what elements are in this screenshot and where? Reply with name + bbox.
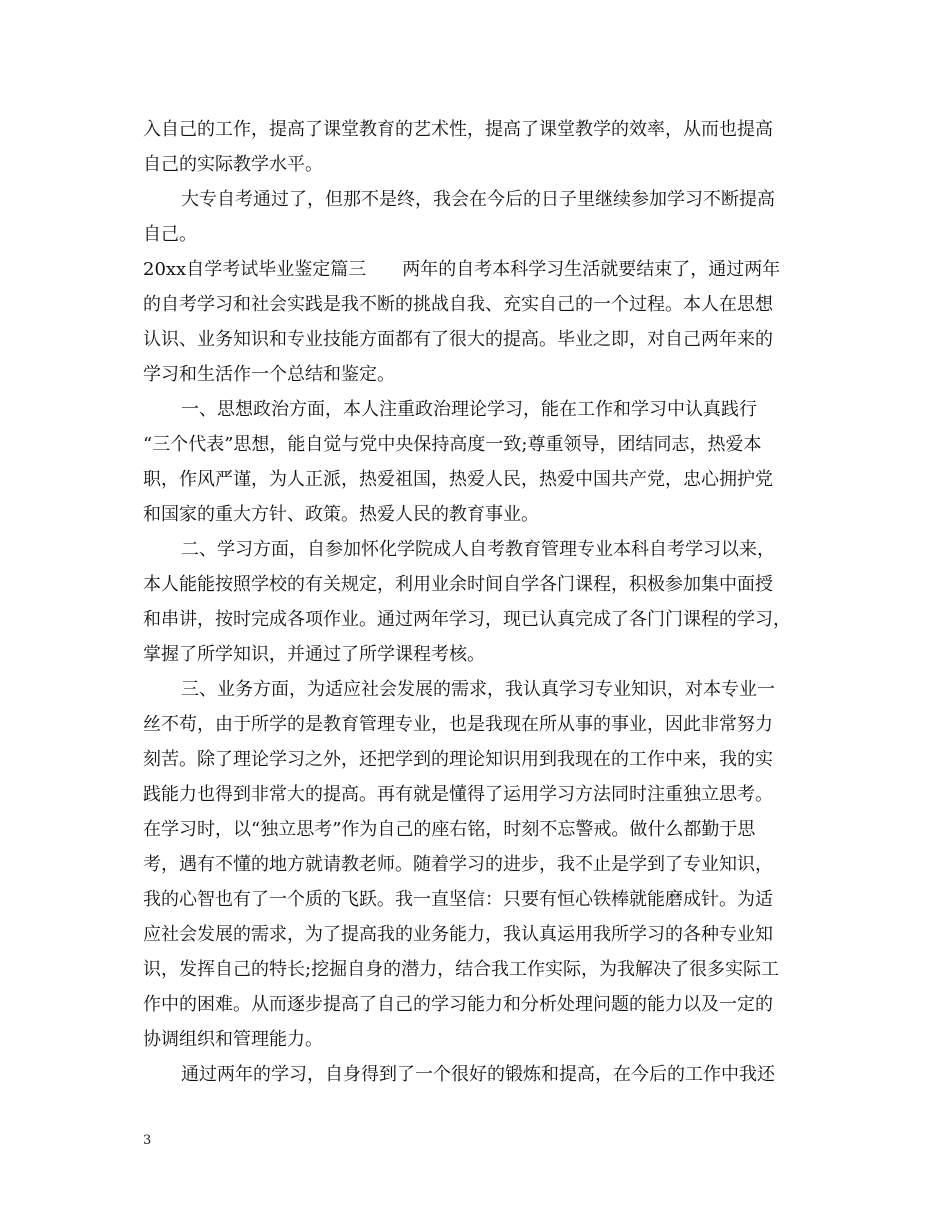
text-line: 作中的困难。从而逐步提高了自己的学习能力和分析处理问题的能力以及一定的 — [143, 994, 773, 1015]
text-line: 学习和生活作一个总结和鉴定。 — [143, 364, 395, 385]
text-line: 大专自考通过了，但那不是终，我会在今后的日子里继续参加学习不断提高 — [181, 189, 775, 210]
text-line: 本人能能按照学校的有关规定，利用业余时间自学各门课程，积极参加集中面授 — [143, 574, 773, 595]
text-line: 考，遇有不懂的地方就请教老师。随着学习的进步，我不止是学到了专业知识， — [143, 854, 773, 875]
text-line: 丝不苟，由于所学的是教育管理专业，也是我现在所从事的事业，因此非常努力 — [143, 714, 773, 735]
text-line: 识，发挥自己的特长;挖掘自身的潜力，结合我工作实际，为我解决了很多实际工 — [143, 959, 780, 980]
text-line: 协调组织和管理能力。 — [143, 1029, 323, 1050]
text-line: 通过两年的学习，自身得到了一个很好的锻炼和提高，在今后的工作中我还 — [181, 1064, 775, 1085]
text-line: 掌握了所学知识，并通过了所学课程考核。 — [143, 644, 485, 665]
text-line: 职，作风严谨，为人正派，热爱祖国，热爱人民，热爱中国共产党，忠心拥护党 — [143, 469, 773, 490]
text-line: 我的心智也有了一个质的飞跃。我一直坚信：只要有恒心铁棒就能磨成针。为适 — [143, 889, 773, 910]
text-line: 践能力也得到非常大的提高。再有就是懂得了运用学习方法同时注重独立思考。 — [143, 784, 773, 805]
text-line: 三、业务方面，为适应社会发展的需求，我认真学习专业知识，对本专业一 — [181, 679, 775, 700]
text-line: 在学习时，以“独立思考”作为自己的座右铭，时刻不忘警戒。做什么都勤于思 — [143, 819, 756, 840]
page-number: 3 — [143, 1133, 152, 1148]
text-line: 二、学习方面，自参加怀化学院成人自考教育管理专业本科自考学习以来， — [181, 539, 775, 560]
text-line: “三个代表”思想，能自觉与党中央保持高度一致;尊重领导，团结同志，热爱本 — [143, 434, 762, 455]
text-line: 和国家的重大方针、政策。热爱人民的教育事业。 — [143, 504, 539, 525]
text-line: 和串讲，按时完成各项作业。通过两年学习，现已认真完成了各门门课程的学习， — [143, 609, 791, 630]
text-line: 一、思想政治方面，本人注重政治理论学习，能在工作和学习中认真践行 — [181, 399, 757, 420]
text-line: 20xx自学考试毕业鉴定篇三 两年的自考本科学习生活就要结束了，通过两年 — [143, 259, 781, 280]
text-line: 的自考学习和社会实践是我不断的挑战自我、充实自己的一个过程。本人在思想 — [143, 294, 773, 315]
text-line: 自己的实际教学水平。 — [143, 154, 323, 175]
text-line: 自己。 — [143, 224, 197, 245]
document-body — [143, 112, 815, 1092]
text-line: 应社会发展的需求，为了提高我的业务能力，我认真运用我所学习的各种专业知 — [143, 924, 773, 945]
text-line: 认识、业务知识和专业技能方面都有了很大的提高。毕业之即，对自己两年来的 — [143, 329, 773, 350]
text-line: 入自己的工作，提高了课堂教育的艺术性，提高了课堂教学的效率，从而也提高 — [143, 119, 773, 140]
text-line: 刻苦。除了理论学习之外，还把学到的理论知识用到我现在的工作中来，我的实 — [143, 749, 773, 770]
